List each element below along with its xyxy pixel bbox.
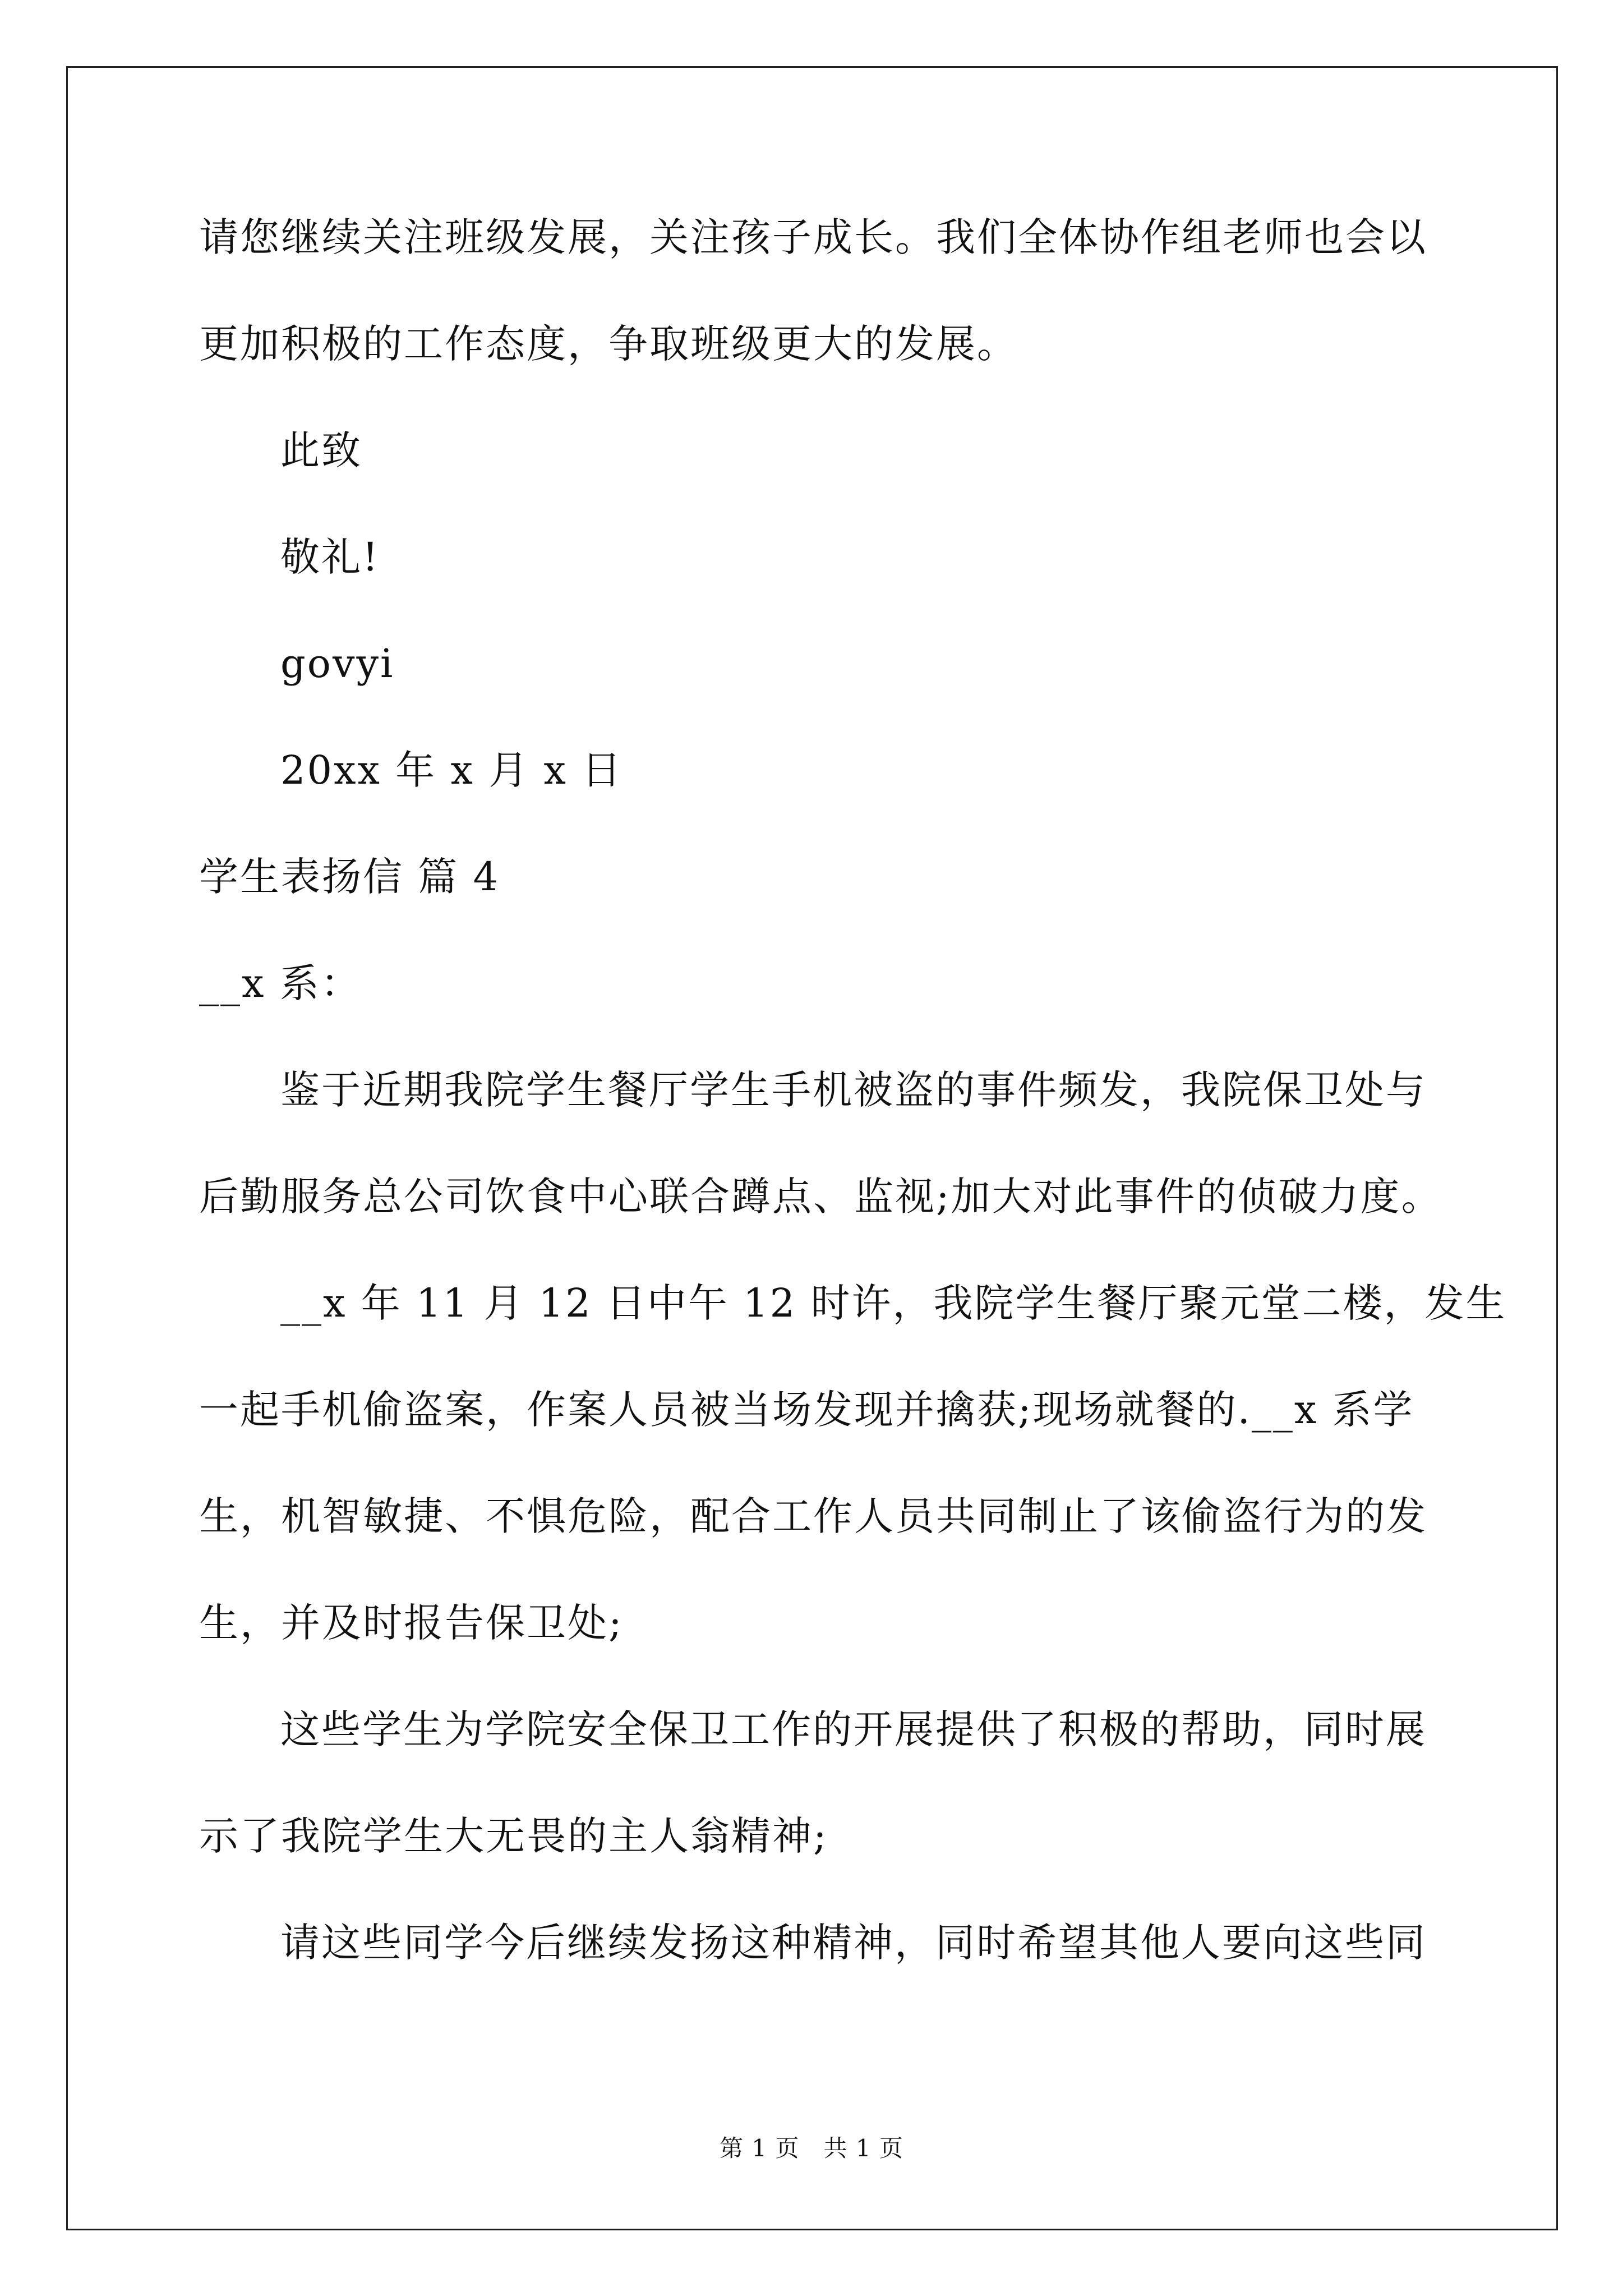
salutation: __x 系： xyxy=(199,960,362,1006)
text-line: 更加积极的工作态度，争取班级更大的发展。 xyxy=(199,321,1018,367)
text-line: 敬礼! xyxy=(280,534,380,580)
text-line: 这些学生为学院安全保卫工作的开展提供了积极的帮助，同时展 xyxy=(280,1706,1427,1752)
text-line: govyi xyxy=(280,641,395,687)
text-line: __x 年 11 月 12 日中午 12 时许，我院学生餐厅聚元堂二楼，发生 xyxy=(280,1280,1507,1326)
text-line: 鉴于近期我院学生餐厅学生手机被盗的事件频发，我院保卫处与 xyxy=(280,1067,1427,1113)
text-line: 请您继续关注班级发展，关注孩子成长。我们全体协作组老师也会以 xyxy=(199,214,1427,260)
text-line: 后勤服务总公司饮食中心联合蹲点、监视;加大对此事件的侦破力度。 xyxy=(199,1174,1442,1220)
page-number-footer: 第 1 页 共 1 页 xyxy=(720,2134,903,2162)
page-frame xyxy=(66,66,1558,2230)
text-line: 此致 xyxy=(280,427,362,473)
text-line: 生，机智敏捷、不惧危险，配合工作人员共同制止了该偷盗行为的发 xyxy=(199,1493,1427,1539)
text-line: 请这些同学今后继续发扬这种精神，同时希望其他人要向这些同 xyxy=(280,1920,1427,1966)
text-line: 一起手机偷盗案，作案人员被当场发现并擒获;现场就餐的.__x 系学 xyxy=(199,1387,1414,1433)
text-line: 生，并及时报告保卫处; xyxy=(199,1600,624,1646)
text-line: 20xx 年 x 月 x 日 xyxy=(280,747,623,793)
section-heading: 学生表扬信 篇 4 xyxy=(199,854,500,900)
text-line: 示了我院学生大无畏的主人翁精神; xyxy=(199,1813,828,1859)
